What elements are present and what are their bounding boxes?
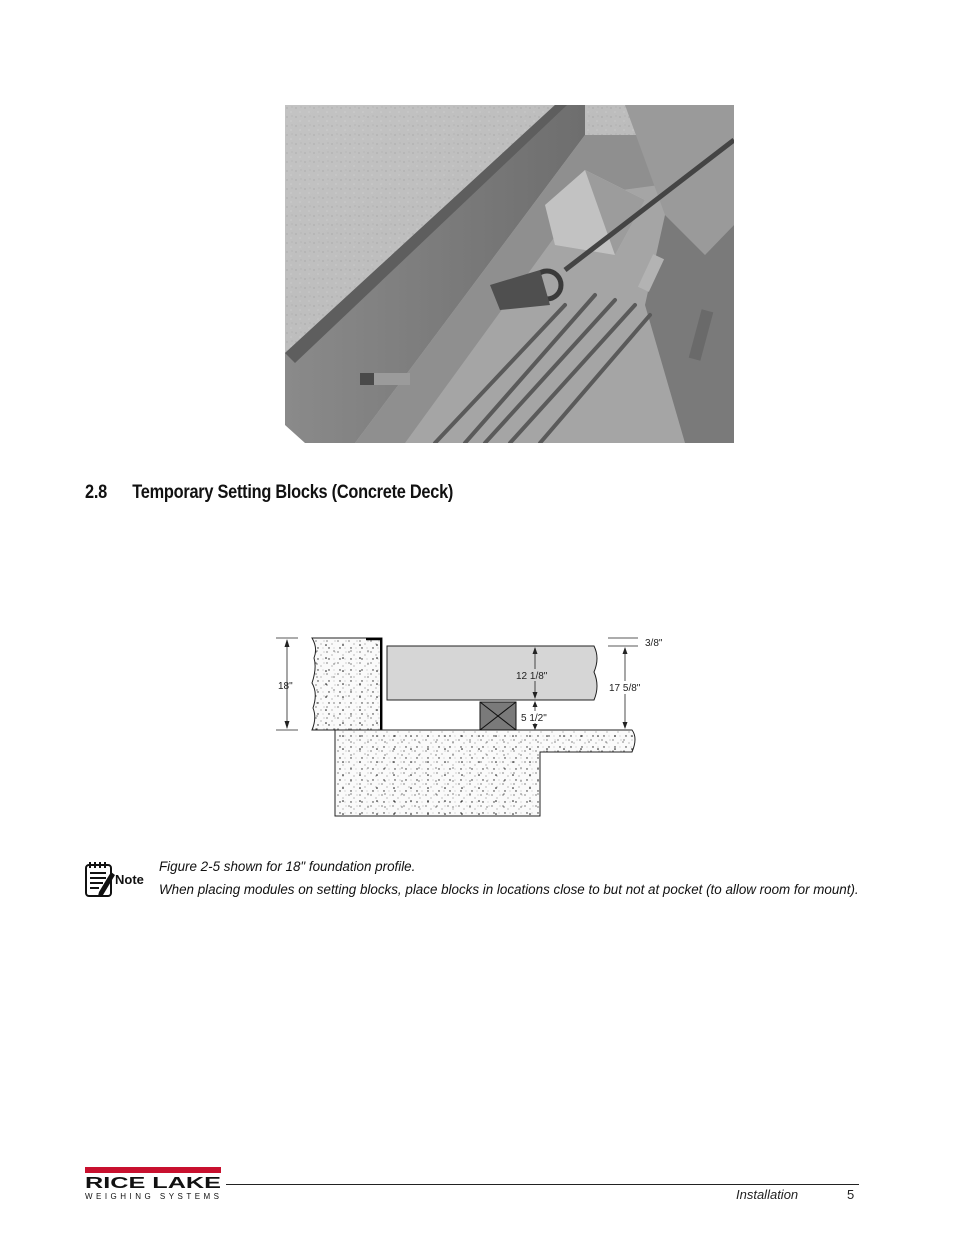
rice-lake-logo bbox=[85, 1166, 225, 1202]
installation-photo bbox=[285, 105, 734, 443]
note-text-placement: When placing modules on setting blocks, place blocks in locations close to but not at pocket (to allow room for mount). bbox=[159, 882, 859, 897]
dim-label-18: 18" bbox=[278, 681, 293, 692]
dim-label-17-5-8: 17 5/8" bbox=[609, 683, 641, 694]
dim-label-5-1-2: 5 1/2" bbox=[521, 713, 547, 724]
section-heading bbox=[85, 482, 453, 504]
dimension-gap bbox=[608, 638, 638, 646]
footer-section-name: Installation bbox=[736, 1187, 799, 1202]
logo-name: RICE LAKE bbox=[85, 1175, 222, 1192]
section-number: 2.8 bbox=[85, 482, 107, 503]
dim-label-3-8: 3/8" bbox=[645, 638, 663, 649]
setting-block-diagram bbox=[270, 628, 670, 823]
deck-module bbox=[387, 646, 597, 700]
setting-block bbox=[480, 702, 516, 730]
logo-tagline: WEIGHING SYSTEMS bbox=[85, 1192, 219, 1201]
logo-bar bbox=[85, 1167, 221, 1173]
note-icon-label: Note bbox=[115, 872, 144, 887]
section-title: Temporary Setting Blocks (Concrete Deck) bbox=[132, 482, 454, 503]
note-text-figure: Figure 2-5 shown for 18" foundation profile. bbox=[159, 859, 416, 874]
footer-rule bbox=[226, 1184, 859, 1185]
dim-label-12-1-8: 12 1/8" bbox=[516, 671, 548, 682]
foundation-wall bbox=[312, 638, 382, 730]
footer-page-number: 5 bbox=[847, 1187, 855, 1202]
note-icon bbox=[85, 862, 151, 898]
base-slab bbox=[335, 730, 635, 816]
